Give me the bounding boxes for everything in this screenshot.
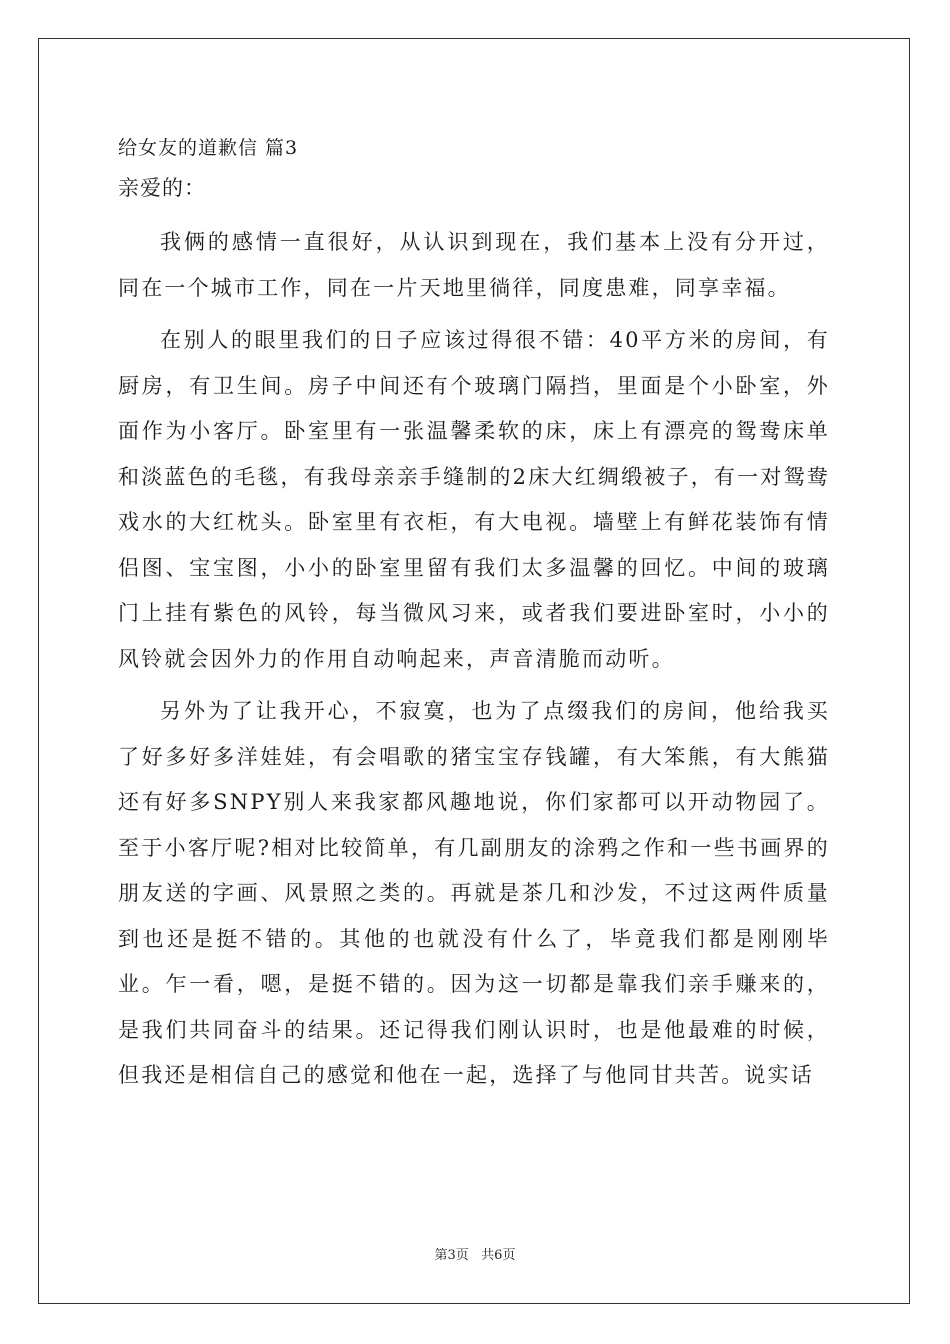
document-body [118, 128, 830, 1106]
paragraph: 我俩的感情一直很好，从认识到现在，我们基本上没有分开过，同在一个城市工作，同在一片天地里徜徉，同度患难，同享幸福。 [118, 230, 830, 300]
paragraph: 另外为了让我开心，不寂寞，也为了点缀我们的房间，他给我买了好多好多洋娃娃，有会唱歌的猪宝宝存钱罐，有大笨熊，有大熊猫还有好多SNPY别人来我家都风趣地说，你们家都可以开动物园了。至于小客厅呢?相对比较简单，有几副朋友的涂鸦之作和一些书画界的朋友送的字画、风景照之类的。再就是茶几和沙发，不过这两件质量到也还是挺不错的。其他的也就没有什么了，毕竟我们都是刚刚毕业。乍一看，嗯，是挺不错的。因为这一切都是靠我们亲手赚来的，是我们共同奋斗的结果。还记得我们刚认识时，也是他最难的时候，但我还是相信自己的感觉和他在一起，选择了与他同甘共苦。说实话 [118, 699, 830, 1087]
document-title: 给女友的道歉信 篇3 [118, 137, 299, 159]
paragraph: 在别人的眼里我们的日子应该过得很不错：40平方米的房间，有厨房，有卫生间。房子中间还有个玻璃门隔挡，里面是个小卧室，外面作为小客厅。卧室里有一张温馨柔软的床，床上有漂亮的鸳鸯床单和淡蓝色的毛毯，有我母亲亲手缝制的2床大红绸缎被子，有一对鸳鸯戏水的大红枕头。卧室里有衣柜，有大电视。墙壁上有鲜花装饰有情侣图、宝宝图，小小的卧室里留有我们太多温馨的回忆。中间的玻璃门上挂有紫色的风铃，每当微风习来，或者我们要进卧室时，小小的风铃就会因外力的作用自动响起来，声音清脆而动听。 [118, 328, 830, 671]
page-number-footer: 第3页 共6页 [434, 1248, 516, 1263]
salutation: 亲爱的： [118, 176, 206, 200]
